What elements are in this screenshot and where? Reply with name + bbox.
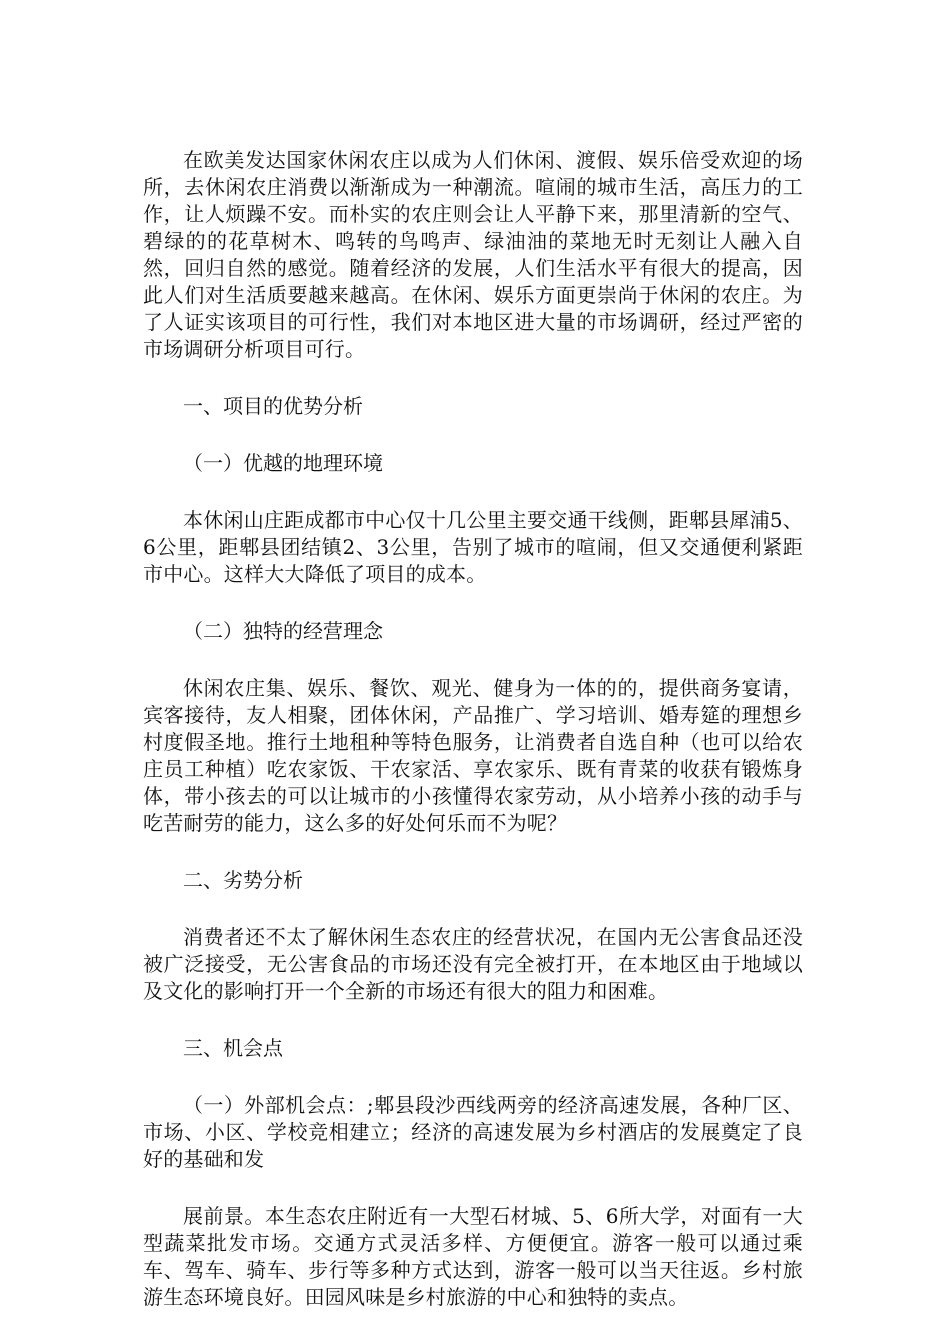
paragraph-weakness: 消费者还不太了解休闲生态农庄的经营状况，在国内无公害食品还没被广泛接受，无公害食品的市场还没有完全被打开，在本地区由于地域以及文化的影响打开一个全新的市场还有很大的阻力和困难。 [143, 925, 803, 1003]
paragraph-concept: 休闲农庄集、娱乐、餐饮、观光、健身为一体的的，提供商务宴请，宾客接待，友人相聚，团体休闲，产品推广、学习培训、婚寿筵的理想乡村度假圣地。推行土地租种等特色服务，让消费者自选自种（也可以给农庄员工种植）吃农家饭、干农家活、享农家乐、既有青菜的收获有锻炼身体，带小孩去的可以让城市的小孩懂得农家劳动，从小培养小孩的动手与吃苦耐劳的能力，这么多的好处何乐而不为呢？ [143, 676, 803, 835]
paragraph-location: 本休闲山庄距成都市中心仅十几公里主要交通干线侧，距郫县犀浦5、6公里，距郫县团结镇2、3公里，告别了城市的喧闹，但又交通便利紧距市中心。这样大大降低了项目的成本。 [143, 508, 803, 586]
spacer [143, 477, 803, 507]
section-heading-advantages: 一、项目的优势分析 [183, 394, 363, 418]
paragraph-intro: 在欧美发达国家休闲农庄以成为人们休闲、渡假、娱乐倍受欢迎的场所，去休闲农庄消费以渐渐成为一种潮流。喧闹的城市生活，高压力的工作，让人烦躁不安。而朴实的农庄则会让人平静下来，那里清新的空气、碧绿的的花草树木、鸣转的鸟鸣声、绿油油的菜地无时无刻让人融入自然，回归自然的感觉。随着经济的发展，人们生活水平有很大的提高，因此人们对生活质要越来越高。在休闲、娱乐方面更崇尚于休闲的农庄。为了人证实该项目的可行性，我们对本地区进大量的市场调研，经过严密的市场调研分析项目可行。 [143, 148, 803, 361]
section-heading-weaknesses: 二、劣势分析 [183, 868, 303, 892]
document-body [143, 147, 803, 1311]
spacer [143, 1062, 803, 1092]
spacer [143, 837, 803, 867]
spacer [143, 420, 803, 450]
section-heading-opportunities: 三、机会点 [183, 1036, 283, 1060]
spacer [143, 645, 803, 675]
spacer [143, 894, 803, 924]
subsection-heading-location: （一）优越的地理环境 [183, 451, 383, 475]
subsection-heading-concept: （二）独特的经营理念 [183, 619, 383, 643]
spacer [143, 1173, 803, 1203]
paragraph-prospect: 展前景。本生态农庄附近有一大型石材城、5、6所大学，对面有一大型蔬菜批发市场。交通方式灵活多样、方便便宜。游客一般可以通过乘车、驾车、骑车、步行等多种方式达到，游客一般可以当天往返。乡村旅游生态环境良好。田园风味是乡村旅游的中心和独特的卖点。 [143, 1204, 803, 1309]
spacer [143, 1005, 803, 1035]
spacer [143, 363, 803, 393]
spacer [143, 588, 803, 618]
paragraph-external-opportunities: （一）外部机会点：;郫县段沙西线两旁的经济高速发展，各种厂区、市场、小区、学校竞相建立；经济的高速发展为乡村酒店的发展奠定了良好的基础和发 [143, 1093, 803, 1171]
